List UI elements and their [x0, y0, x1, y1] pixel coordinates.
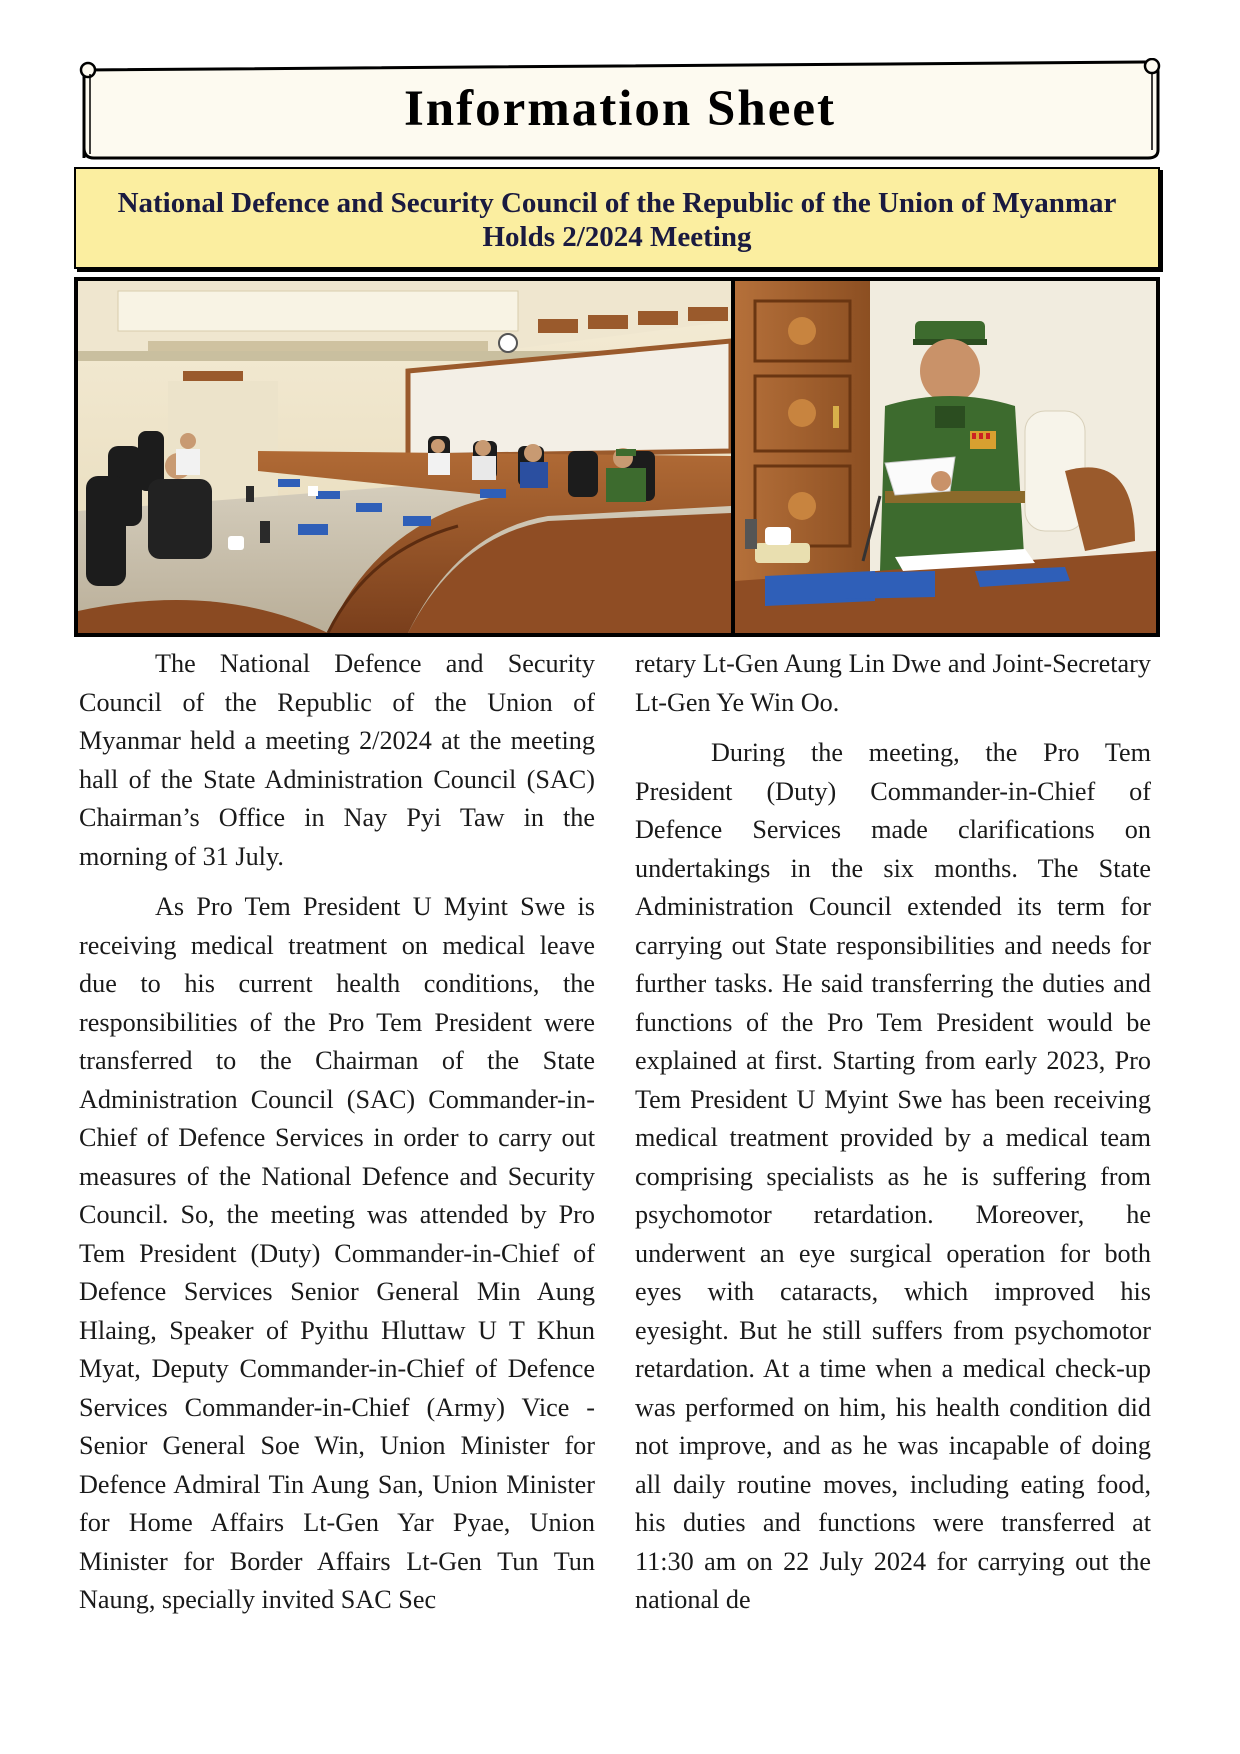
- page-title: Information Sheet: [403, 81, 837, 137]
- paragraph-continuation: retary Lt-Gen Aung Lin Dwe and Joint-Secretary Lt-Gen Ye Win Oo.: [635, 649, 1151, 717]
- headline-box: [74, 167, 1160, 269]
- headline-line-1: National Defence and Security Council of the Republic of the Union of Myanmar: [117, 187, 1117, 219]
- speaker-photo: [735, 281, 1156, 633]
- paragraph: During the meeting, the Pro Tem President (Duty) Commander-in-Chief of Defence Services made clarifications on undertakings in the six months. The State Administration Council extended its term for carrying out State responsibilities and needs for further tasks. He said transferring the duties and functions of the Pro Tem President would be explained at first. Starting from early 2023, Pro Tem President U Myint Swe has been receiving medical treatment provided by a medical team comprising specialists as he is suffering from psychomotor retardation. Moreover, he underwent an eye surgical operation for both eyes with cataracts, which improved his eyesight. But he still suffers from psychomotor retardation. At a time when a medical check-up was performed on him, his health condition did not improve, and as he was incapable of doing all daily routine moves, including eating food, his duties and functions were transferred at 11:30 am on 22 July 2024 for carrying out the national de: [635, 738, 1151, 1614]
- article-column-left: [79, 645, 595, 1632]
- headline-line-2: Holds 2/2024 Meeting: [482, 221, 752, 253]
- photo-strip: [74, 277, 1160, 637]
- paragraph: As Pro Tem President U Myint Swe is receiving medical treatment on medical leave due to his current health conditions, the responsibilities of the Pro Tem President were transferred to the Chairman of the State Administration Council (SAC) Commander-in-Chief of Defence Services in order to carry out measures of the National Defence and Security Council. So, the meeting was attended by Pro Tem President (Duty) Commander-in-Chief of Defence Services Senior General Min Aung Hlaing, Speaker of Pyithu Hluttaw U T Khun Myat, Deputy Commander-in-Chief of Defence Services Commander-in-Chief (Army) Vice -Senior General Soe Win, Union Minister for Defence Admiral Tin Aung San, Union Minister for Home Affairs Lt-Gen Yar Pyae, Union Minister for Border Affairs Lt-Gen Tun Tun Naung, specially invited SAC Sec: [79, 892, 595, 1614]
- article-column-right: [635, 645, 1151, 1632]
- paragraph: The National Defence and Security Council of the Republic of the Union of Myanmar held a meeting 2/2024 at the meeting hall of the State Administration Council (SAC) Chairman’s Office in Nay Pyi Taw in the morning of 31 July.: [79, 649, 595, 871]
- title-banner: [76, 58, 1164, 162]
- meeting-hall-photo: [78, 281, 731, 633]
